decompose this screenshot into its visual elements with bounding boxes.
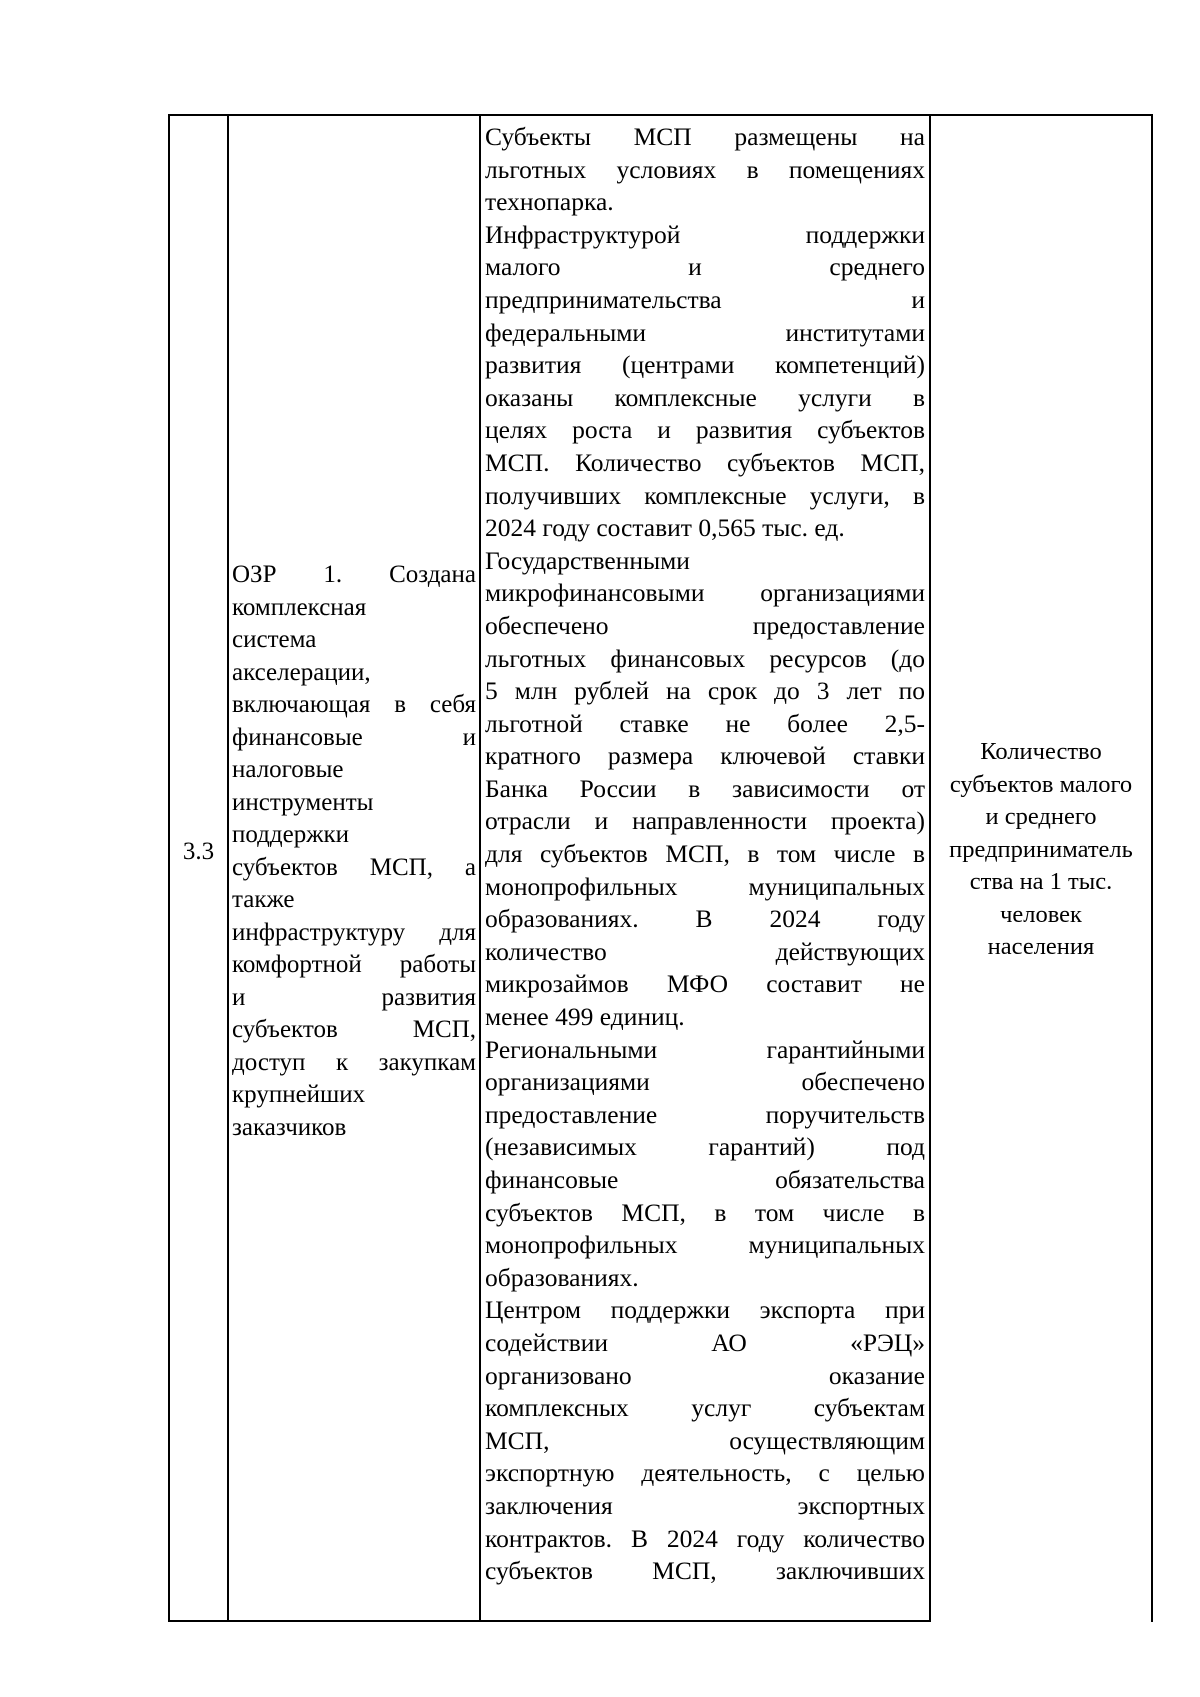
result-text-line: 2024 году составит 0,565 тыс. ед. [485, 513, 845, 543]
goal-text-line: поддержки [232, 821, 349, 848]
result-text-line: малого и среднего [485, 252, 925, 282]
result-text-line: оказаны комплексные услуги в [485, 382, 925, 412]
result-text-line: монопрофильных муниципальных [485, 871, 925, 901]
goal-text-line: акселерации, [232, 658, 371, 686]
indicator-text-line: Количество [980, 738, 1102, 765]
result-text-line: Центром поддержки экспорта при [485, 1295, 925, 1325]
goal-cell [232, 559, 476, 1144]
result-text-line: Государственными [485, 545, 690, 575]
result-text-line: целях роста и развития субъектов [485, 415, 925, 445]
goal-text-line: включающая в себя [232, 691, 476, 718]
goal-text-line: и развития [232, 983, 476, 1011]
table-bottom-border [168, 1620, 931, 1622]
result-cell [485, 121, 925, 1588]
result-text-line: федеральными институтами [485, 317, 925, 347]
goal-text-line: доступ к закупкам [232, 1048, 476, 1076]
indicator-text-line: предприниматель [949, 835, 1133, 863]
result-text-line: (независимых гарантий) под [485, 1132, 925, 1162]
result-text-line: микрофинансовыми организациями [485, 578, 925, 608]
goal-text-line: инструменты [232, 788, 374, 816]
result-text-line: образованиях. [485, 1262, 639, 1292]
result-text-line: кратного размера ключевой ставки [485, 741, 925, 771]
table-column-border [168, 114, 170, 1622]
table-column-border [479, 114, 481, 1622]
result-text-line: льготных финансовых ресурсов (до [485, 643, 925, 673]
result-text-line: предпринимательства и [485, 284, 925, 314]
indicator-text-line: субъектов малого [949, 770, 1133, 798]
goal-text-line: заказчиков [232, 1113, 347, 1141]
result-text-line: организовано оказание [485, 1360, 925, 1390]
result-text-line: субъектов МСП, в том числе в [485, 1197, 925, 1227]
result-text-line: льготных условиях в помещениях [485, 154, 925, 184]
result-text-line: отрасли и направленности проекта) [485, 806, 925, 836]
result-text-line: для субъектов МСП, в том числе в [485, 839, 925, 869]
result-text-line: менее 499 единиц. [485, 1002, 685, 1032]
goal-text-line: система [232, 626, 317, 653]
result-text-line: количество действующих [485, 936, 925, 966]
result-text-line: экспортную деятельность, с целью [485, 1458, 925, 1488]
goal-text-line: также [232, 886, 295, 913]
indicator-text-line: населения [987, 933, 1095, 960]
table-column-border [1151, 114, 1153, 1622]
goal-text-line: субъектов МСП, а [232, 853, 476, 881]
result-text-line: получивших комплексные услуги, в [485, 480, 925, 510]
result-text-line: МСП. Количество субъектов МСП, [485, 447, 925, 477]
result-text-line: обеспечено предоставление [485, 610, 925, 640]
result-text-line: финансовые обязательства [485, 1165, 925, 1194]
goal-text-line: инфраструктуру для [232, 918, 476, 946]
result-text-line: развития (центрами компетенций) [485, 350, 925, 380]
result-text-line: субъектов МСП, заключивших [485, 1556, 925, 1586]
result-text-line: организациями обеспечено [485, 1067, 925, 1097]
result-text-line: контрактов. В 2024 году количество [485, 1523, 925, 1553]
goal-text-line: крупнейших [232, 1081, 366, 1108]
result-text-line: образованиях. В 2024 году [485, 904, 925, 934]
result-text-line: содействии АО «РЭЦ» [485, 1327, 925, 1357]
row-number: 3.3 [182, 838, 215, 865]
goal-text-line: налоговые [232, 756, 344, 783]
result-text-line: микрозаймов МФО составит не [485, 969, 925, 999]
result-text-line: Региональными гарантийными [485, 1034, 925, 1064]
result-text-line: Банка России в зависимости от [485, 773, 925, 803]
result-text-line: заключения экспортных [485, 1490, 925, 1520]
table-top-border [168, 114, 1153, 116]
goal-text-line: комфортной работы [232, 951, 476, 978]
indicator-text-line: и среднего [985, 803, 1097, 830]
indicator-text-line: человек [1000, 900, 1082, 928]
indicator-cell [931, 736, 1151, 964]
goal-text-line: финансовые и [232, 723, 476, 751]
indicator-text-line: ства на 1 тыс. [969, 868, 1113, 895]
goal-text-line: субъектов МСП, [232, 1016, 476, 1043]
result-text-line: предоставление поручительств [485, 1099, 925, 1129]
result-text-line: 5 млн рублей на срок до 3 лет по [485, 676, 925, 706]
result-text-line: МСП, осуществляющим [485, 1425, 925, 1455]
goal-text-line: ОЗР 1. Создана [232, 561, 476, 588]
result-text-line: Субъекты МСП размещены на [485, 122, 925, 151]
goal-text-line: комплексная [232, 593, 367, 621]
table-column-border [227, 114, 229, 1622]
result-text-line: Инфраструктурой поддержки [485, 219, 925, 249]
result-text-line: льготной ставке не более 2,5- [485, 708, 925, 738]
result-text-line: монопрофильных муниципальных [485, 1230, 925, 1260]
result-text-line: комплексных услуг субъектам [485, 1393, 925, 1423]
result-text-line: технопарка. [485, 187, 614, 217]
